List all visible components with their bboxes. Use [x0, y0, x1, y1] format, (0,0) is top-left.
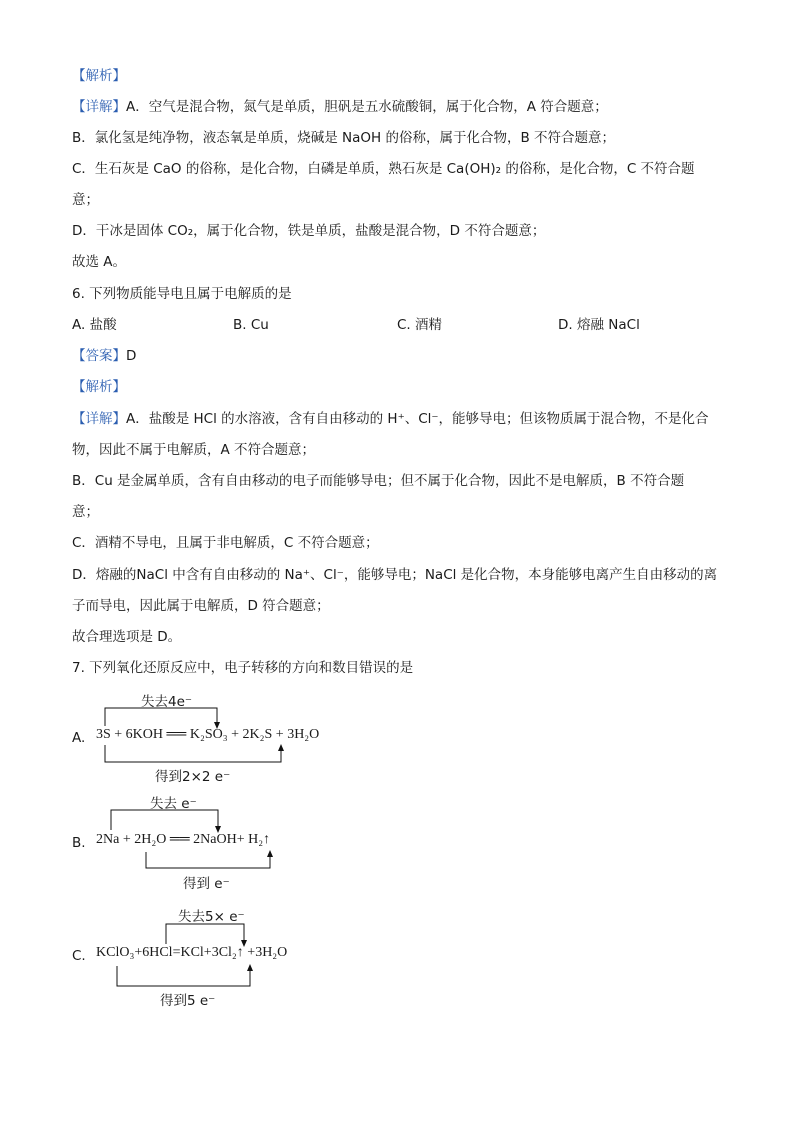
option-b-letter: B.	[72, 835, 86, 851]
option-b-gain-arrowhead	[267, 850, 273, 857]
q6-conclusion: 故合理选项是 D。	[72, 629, 182, 645]
option-a-loss-label: 失去4e⁻	[141, 694, 193, 710]
explanation-conclusion: 故选 A。	[72, 254, 127, 270]
q6-option-c: C. 酒精	[397, 317, 443, 333]
option-a-gain-bracket	[105, 745, 281, 762]
explanation-line-b: B．氯化氢是纯净物，液态氧是单质，烧碱是 NaOH 的俗称，属于化合物，B 不符合题意；	[72, 130, 616, 146]
option-a-equation: 3S + 6KOH ══ K₂SO₃ + 2K₂S + 3H₂O	[96, 727, 320, 742]
detail-tag: 【详解】	[72, 99, 126, 115]
option-a-letter: A.	[72, 730, 86, 746]
answer-value: D	[126, 348, 137, 364]
q6-detail-line-b2: 意；	[72, 504, 99, 520]
option-b-gain-label: 得到 e⁻	[183, 876, 230, 892]
option-c-equation: KClO₃+6HCl=KCl+3Cl₂↑ +3H₂O	[96, 945, 288, 960]
explanation-line-d: D．干冰是固体 CO₂，属于化合物，铁是单质，盐酸是混合物，D 不符合题意；	[72, 223, 546, 239]
q6-detail-line-d1: D．熔融的NaCl 中含有自由移动的 Na⁺、Cl⁻，能够导电；NaCl 是化合物，本身能够电离产生自由移动的离	[72, 567, 718, 583]
option-a-gain-label: 得到2×2 e⁻	[155, 769, 231, 785]
q6-detail-line-a2: 物，因此不属于电解质，A 不符合题意；	[72, 442, 316, 458]
option-a-loss-bracket	[105, 708, 217, 726]
q6-detail-text: A．盐酸是 HCl 的水溶液，含有自由移动的 H⁺、Cl⁻，能够导电；但该物质属于混合物，不是化合	[126, 411, 709, 427]
option-c-letter: C.	[72, 948, 86, 964]
option-c-gain-arrowhead	[247, 964, 253, 971]
option-b-loss-label: 失去 e⁻	[150, 796, 197, 812]
q6-detail-line-c: C．酒精不导电，且属于非电解质，C 不符合题意；	[72, 535, 379, 551]
explanation-line-c1: C．生石灰是 CaO 的俗称，是化合物，白磷是单质，熟石灰是 Ca(OH)₂ 的俗称，是化合物，C 不符合题	[72, 161, 695, 177]
q6-option-b: B. Cu	[233, 317, 269, 333]
option-c-loss-bracket	[166, 924, 244, 944]
question-6-stem: 6. 下列物质能导电且属于电解质的是	[72, 286, 292, 302]
explanation-text: A．空气是混合物，氮气是单质，胆矾是五水硫酸铜，属于化合物，A 符合题意；	[126, 99, 608, 115]
q6-detail-line-d2: 子而导电，因此属于电解质，D 符合题意；	[72, 598, 330, 614]
q6-option-d: D. 熔融 NaCl	[558, 317, 640, 333]
option-b-equation: 2Na + 2H₂O ══ 2NaOH+ H₂↑	[96, 832, 271, 847]
option-b-loss-bracket	[111, 810, 218, 830]
q6-option-a: A. 盐酸	[72, 317, 117, 333]
analysis-tag: 【解析】	[72, 68, 126, 84]
explanation-line-c2: 意；	[72, 192, 99, 208]
q6-analysis-tag: 【解析】	[72, 379, 126, 395]
q6-detail-line-b1: B．Cu 是金属单质，含有自由移动的电子而能够导电；但不属于化合物，因此不是电解质，B 不符合题	[72, 473, 685, 489]
answer-tag: 【答案】	[72, 348, 126, 364]
q6-detail-tag: 【详解】	[72, 411, 126, 427]
option-c-gain-bracket	[117, 966, 250, 986]
option-a-gain-arrowhead	[278, 744, 284, 751]
option-c-loss-label: 失去5× e⁻	[178, 909, 245, 925]
option-b-gain-bracket	[146, 852, 270, 868]
option-c-gain-label: 得到5 e⁻	[160, 993, 216, 1009]
question-7-stem: 7. 下列氧化还原反应中，电子转移的方向和数目错误的是	[72, 660, 414, 676]
